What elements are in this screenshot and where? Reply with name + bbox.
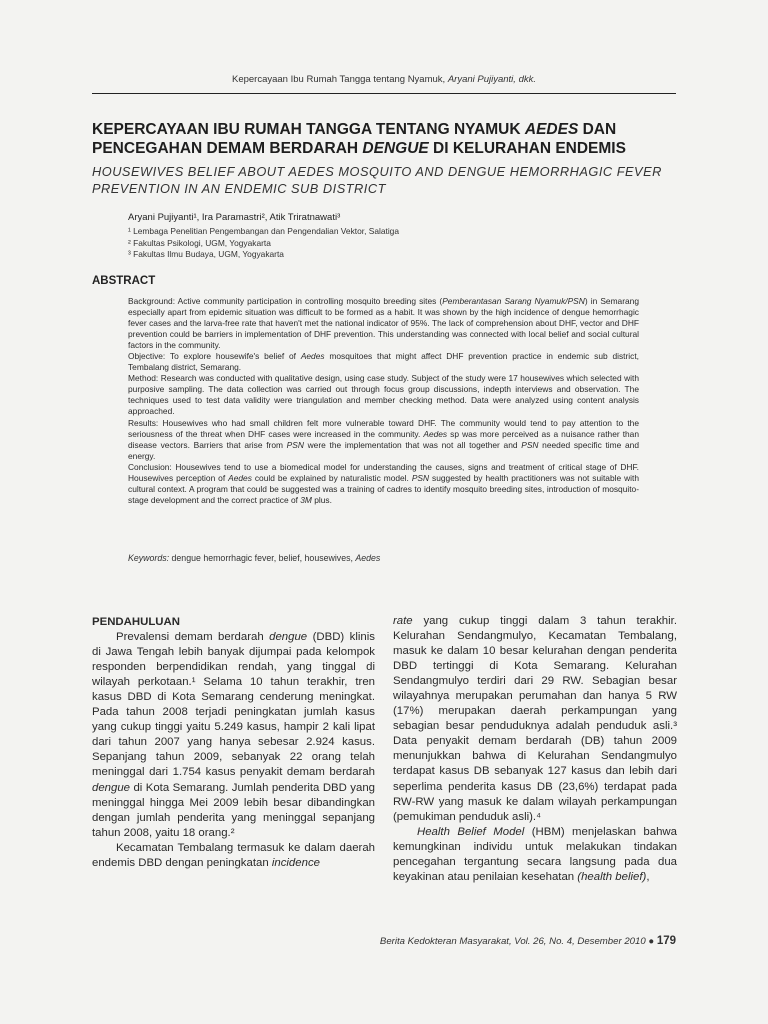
affiliation-3: ³ Fakultas Ilmu Budaya, UGM, Yogyakarta [128, 249, 284, 260]
abstract-background: Background: Active community participation in controlling mosquito breeding sites (Pemberantasan Sarang Nyamuk/PSN) in Semarang especially apart from epidemic situation was difficult to be formed as a habit. It was shown by the high incidence of dengue hemorrhagic fever cases and the larva-free rate that haven't met the national indicator of 95%. The lack of comprehension about DHF, vector and DHF prevention could be barriers in implementation of DHF prevention. This understanding was connected with local belief and social cultural factors in the community. [128, 296, 639, 351]
paragraph: Health Belief Model (HBM) menjelaskan bahwa kemungkinan individu untuk melakukan tindakan pencegahan tergantung secara langsung pada dua keyakinan atau penilaian kesehatan (health belief), [393, 825, 677, 883]
keywords: Keywords: dengue hemorrhagic fever, belief, housewives, Aedes [128, 553, 381, 563]
abstract-results: Results: Housewives who had small children felt more vulnerable toward DHF. The community would tend to pay attention to the seriousness of the threat when DHF cases were increased in the community. Aedes sp was more perceived as a nuisance rather than disease vectors. Barriers that arise from PSN were the implementation that was not all together and PSN needed specific time and energy. [128, 417, 639, 461]
abstract-conclusion: Conclusion: Housewives tend to use a biomedical model for understanding the causes, signs and treatment of critical stage of DHF. Housewives perception of Aedes could be explained by naturalistic model. PSN suggested by health practitioners was not suitable with cultural context. A program that could be suggested was a training of cadres to identify mosquito breeding sites, introduction of mosquito-stage development and the correct practice of 3M plus. [128, 461, 640, 505]
abstract-body [128, 296, 639, 506]
left-column [92, 615, 375, 871]
affiliation-2: ² Fakultas Psikologi, UGM, Yogyakarta [128, 237, 271, 248]
author-list: Aryani Pujiyanti¹, Ira Paramastri², Atik Triratnawati³ [128, 212, 341, 223]
right-column [393, 614, 677, 885]
page-number: 179 [656, 935, 676, 947]
abstract-method: Method: Research was conducted with qualitative design, using case study. Subject of the study were 17 housewives which selected with purposive sampling. The data collection was carried out through focus group discussions, indepth interviews and observation. The techniques used to test data validity were triangulation and member checking method. Data were analyzed using content analysis approached. [128, 373, 639, 417]
section-heading: PENDAHULUAN [92, 616, 180, 628]
title-indonesian: KEPERCAYAAN IBU RUMAH TANGGA TENTANG NYAMUK AEDES DAN PENCEGAHAN DEMAM BERDARAH DENGUE DI KELURAHAN ENDEMIS [92, 121, 626, 157]
abstract-objective: Objective: To explore housewife's belief of Aedes mosquitoes that might affect DHF prevention practice in endemic sub district, Tembalang district, Semarang. [128, 351, 639, 373]
affiliation-1: ¹ Lembaga Penelitian Pengembangan dan Pengendalian Vektor, Salatiga [128, 226, 399, 236]
page-footer [300, 935, 676, 947]
running-head-authors: Aryani Pujiyanti, dkk. [447, 74, 536, 85]
header-rule [92, 93, 676, 94]
journal-citation: Berita Kedokteran Masyarakat, Vol. 26, No. 4, Desember 2010 [379, 936, 646, 947]
keywords-label: Keywords: [128, 553, 172, 563]
affiliations [128, 226, 399, 261]
bullet-icon: ● [645, 936, 657, 947]
paragraph: Kecamatan Tembalang termasuk ke dalam daerah endemis DBD dengan peningkatan incidence [92, 841, 375, 869]
abstract-heading: ABSTRACT [92, 275, 156, 287]
paragraph: rate yang cukup tinggi dalam 3 tahun terakhir. Kelurahan Sendangmulyo, Kecamatan Tembalang, masuk ke dalam 10 besar kelurahan dengan penderita DBD tertinggi di Kota Semarang. Kelurahan Sendangmulyo terdiri dari 29 RW. Sebagian besar wilayahnya merupakan perumahan dan hanya 5 RW (17%) merupakan daerah perkampungan yang sebagian besar penduduknya adalah penduduk asli.³ Data penyakit demam berdarah (DB) tahun 2009 menunjukkan bahwa di Kelurahan Sendangmulyo terdapat kasus DB sebanyak 127 kasus dan lebih dari seperlima penderita kasus DB (23,6%) terdapat pada RW-RW yang masuk ke dalam wilayah perkampungan (pemukiman penduduk asli).⁴ [393, 615, 677, 823]
title-english: HOUSEWIVES BELIEF ABOUT AEDES MOSQUITO AND DENGUE HEMORRHAGIC FEVER PREVENTION IN AN ENDEMIC SUB DISTRICT [92, 164, 662, 196]
running-head: Kepercayaan Ibu Rumah Tangga tentang Nyamuk, Aryani Pujiyanti, dkk. [231, 74, 536, 85]
paragraph: Prevalensi demam berdarah dengue (DBD) klinis di Jawa Tengah lebih banyak dijumpai pada kelompok responden berpendidikan rendah, yang tinggal di wilayah perkotaan.¹ Selama 10 tahun terakhir, tren kasus DBD di Kota Semarang cenderung meningkat. Pada tahun 2008 terjadi peningkatan jumlah kasus yang cukup tinggi yaitu 5.249 kasus, hampir 2 kali lipat dari tahun 2007 yang hanya sebesar 2.924 kasus. Sepanjang tahun 2009, sebanyak 22 orang telah meninggal dari 1.754 kasus penyakit demam berdarah dengue di Kota Semarang. Jumlah penderita DBD yang meninggal hingga Mei 2009 lebih besar dibandingkan dengan jumlah penderita yang meninggal sepanjang tahun 2008, yaitu 18 orang.² [92, 631, 375, 839]
